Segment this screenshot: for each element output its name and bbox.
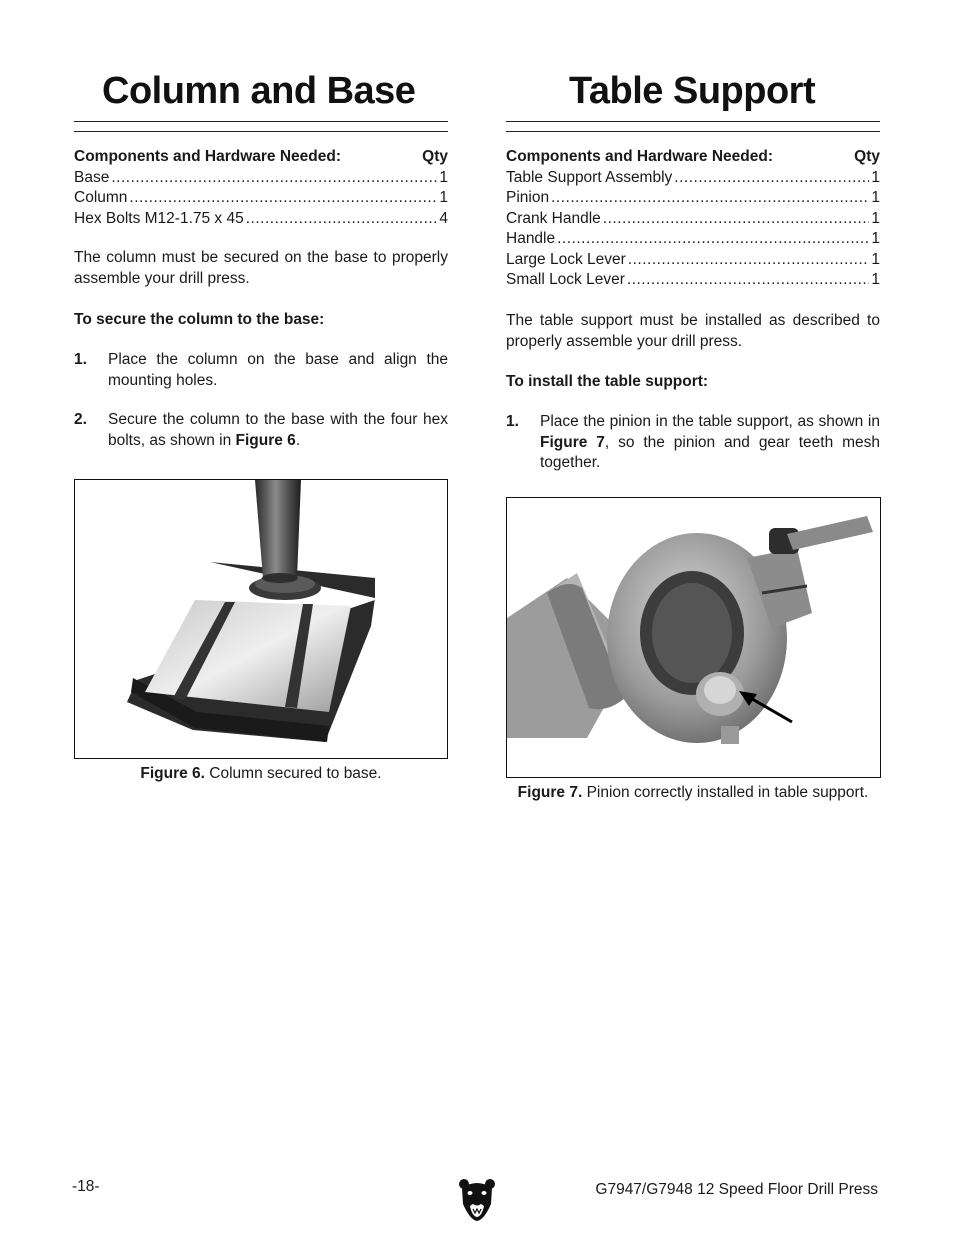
hardware-item-name: Column xyxy=(74,189,128,206)
hardware-item-qty: 1 xyxy=(871,230,880,247)
figure-reference: Figure 7 xyxy=(540,433,605,451)
leader-dots xyxy=(246,209,438,230)
hardware-item xyxy=(506,270,880,291)
figure-6-caption xyxy=(74,764,448,785)
hardware-item-name: Hex Bolts M12-1.75 x 45 xyxy=(74,209,244,227)
hardware-list xyxy=(74,147,448,229)
hardware-header-label: Components and Hardware Needed: xyxy=(74,148,341,165)
title-rule-top xyxy=(506,121,880,122)
hardware-item-name: Large Lock Lever xyxy=(506,250,626,268)
qty-header: Qty xyxy=(854,148,880,165)
step-number: 2. xyxy=(74,411,87,428)
hardware-list xyxy=(506,147,880,291)
hardware-item-qty: 1 xyxy=(871,209,880,227)
hardware-item xyxy=(506,250,880,271)
hardware-item-name: Base xyxy=(74,168,110,186)
hardware-item xyxy=(74,209,448,230)
hardware-item xyxy=(506,229,880,250)
hardware-item-qty: 1 xyxy=(871,271,880,288)
title-rule-bottom xyxy=(506,131,880,132)
hardware-header-label: Components and Hardware Needed: xyxy=(506,148,773,165)
figure-reference: Figure 6 xyxy=(235,431,296,449)
figure-7-image xyxy=(506,497,881,778)
title-rule-top xyxy=(74,121,448,122)
leader-dots xyxy=(674,168,869,189)
hardware-item-qty: 1 xyxy=(871,168,880,186)
procedure-heading: To install the table support: xyxy=(506,373,709,390)
pinion-table-support-photo xyxy=(507,498,880,777)
leader-dots xyxy=(111,168,437,189)
hardware-item-name: Small Lock Lever xyxy=(506,271,625,288)
title-rule-bottom xyxy=(74,131,448,132)
hardware-item-name: Pinion xyxy=(506,189,550,206)
step-text xyxy=(108,410,448,451)
qty-header: Qty xyxy=(422,148,448,165)
hardware-item xyxy=(506,209,880,230)
step-1 xyxy=(506,412,880,474)
step-text-part: Secure the column to the base with the four hex bolts, as shown in xyxy=(108,411,448,449)
hardware-item-name: Handle xyxy=(506,230,556,247)
hardware-item-name: Crank Handle xyxy=(506,209,601,227)
step-text xyxy=(540,412,880,474)
step-text-part: . xyxy=(295,431,301,449)
column-base-photo xyxy=(75,480,447,758)
figure-label: Figure 7. xyxy=(517,784,583,801)
leader-dots xyxy=(627,270,869,291)
hardware-item xyxy=(74,168,448,189)
hardware-item-qty: 1 xyxy=(871,189,880,206)
intro-paragraph: The table support must be installed as described to properly assemble your drill press. xyxy=(506,312,880,350)
hardware-item-qty: 4 xyxy=(439,209,448,227)
bear-logo-icon xyxy=(458,1178,496,1222)
step-text: Place the column on the base and align the mounting holes. xyxy=(108,351,448,389)
figure-label: Figure 6. xyxy=(140,765,205,782)
leader-dots xyxy=(129,188,437,209)
section-title: Table Support xyxy=(569,70,816,112)
leader-dots xyxy=(628,250,870,271)
step-1 xyxy=(74,350,448,391)
leader-dots xyxy=(551,188,869,209)
intro-paragraph: The column must be secured on the base to properly assemble your drill press. xyxy=(74,249,448,287)
hardware-item xyxy=(506,168,880,189)
procedure-heading: To secure the column to the base: xyxy=(74,311,325,328)
hardware-item-name: Table Support Assembly xyxy=(506,168,673,186)
leader-dots xyxy=(557,229,869,250)
page-number: -18- xyxy=(72,1178,100,1195)
figure-7-caption xyxy=(506,783,880,804)
hardware-item xyxy=(74,188,448,209)
hardware-item xyxy=(506,188,880,209)
hardware-item-qty: 1 xyxy=(439,168,448,186)
leader-dots xyxy=(603,209,870,230)
figure-6-image xyxy=(74,479,448,759)
figure-caption-text: Column secured to base. xyxy=(204,765,382,782)
document-title: G7947/G7948 12 Speed Floor Drill Press xyxy=(595,1181,878,1198)
step-2 xyxy=(74,410,448,451)
step-number: 1. xyxy=(506,413,519,430)
hardware-header xyxy=(506,147,880,168)
figure-caption-text: Pinion correctly installed in table support. xyxy=(582,784,869,801)
step-text-part: Place the pinion in the table support, as shown in xyxy=(540,413,880,430)
hardware-header xyxy=(74,147,448,168)
step-text-part: , so the pinion and gear teeth mesh together. xyxy=(540,433,881,471)
step-number: 1. xyxy=(74,351,87,368)
hardware-item-qty: 1 xyxy=(871,250,880,268)
section-title: Column and Base xyxy=(102,70,416,112)
hardware-item-qty: 1 xyxy=(439,189,448,206)
